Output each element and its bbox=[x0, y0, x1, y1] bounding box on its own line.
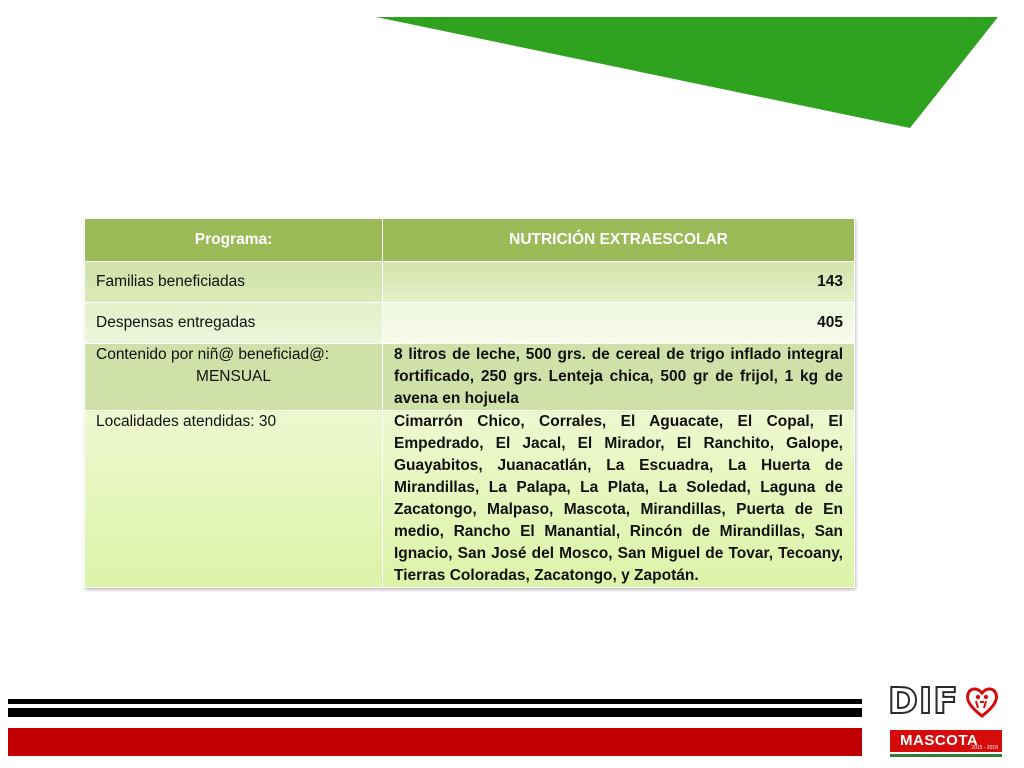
header-program-name: NUTRICIÓN EXTRAESCOLAR bbox=[383, 219, 855, 262]
dif-mascota-logo bbox=[888, 682, 1004, 762]
footer-stripe-thick bbox=[8, 708, 862, 717]
program-table bbox=[84, 218, 855, 588]
row-label-frequency: MENSUAL bbox=[196, 368, 271, 385]
decorative-green-banner bbox=[0, 0, 1024, 140]
table-row bbox=[85, 411, 855, 588]
row-label: Localidades atendidas: 30 bbox=[85, 411, 383, 588]
table-row bbox=[85, 303, 855, 344]
row-value: Cimarrón Chico, Corrales, El Aguacate, El Copal, El Empedrado, El Jacal, El Mirador, El Ranchito, Galope, Guayabitos, Juanacatlán, La Escuadra, La Huerta de Mirandillas, La Palapa, La Plata, La Soledad, Laguna de Zacatongo, Malpaso, Mascota, Mirandillas, Puerta de En medio, Rancho El Manantial, Rincón de Mirandillas, San Ignacio, San José del Mosco, San Miguel de Tovar, Tecoany, Tierras Coloradas, Zacatongo, y Zapotán. bbox=[383, 411, 855, 588]
row-value: 405 bbox=[383, 303, 855, 344]
logo-underline bbox=[890, 754, 1002, 757]
footer-stripes bbox=[8, 697, 862, 761]
table-header-row bbox=[85, 219, 855, 262]
logo-subtitle: MASCOTA bbox=[900, 732, 979, 749]
logo-years: 2015 - 2018 bbox=[971, 745, 998, 751]
row-label: Despensas entregadas bbox=[85, 303, 383, 344]
heart-family-icon bbox=[964, 684, 1000, 720]
row-label: Familias beneficiadas bbox=[85, 262, 383, 303]
logo-subtitle-bar bbox=[890, 730, 1002, 752]
logo-title: DIF bbox=[888, 681, 959, 722]
table-row bbox=[85, 344, 855, 411]
footer-stripe-thin bbox=[8, 699, 862, 704]
table-row bbox=[85, 262, 855, 303]
row-label: Contenido por niñ@ beneficiad@: bbox=[96, 346, 330, 363]
row-value: 8 litros de leche, 500 grs. de cereal de trigo inflado integral fortificado, 250 grs. Lenteja chica, 500 gr de frijol, 1 kg de avena en hojuela bbox=[383, 344, 855, 411]
header-label: Programa: bbox=[85, 219, 383, 262]
footer-stripe-red bbox=[8, 728, 862, 756]
row-value: 143 bbox=[383, 262, 855, 303]
row-label-cell bbox=[85, 344, 383, 411]
